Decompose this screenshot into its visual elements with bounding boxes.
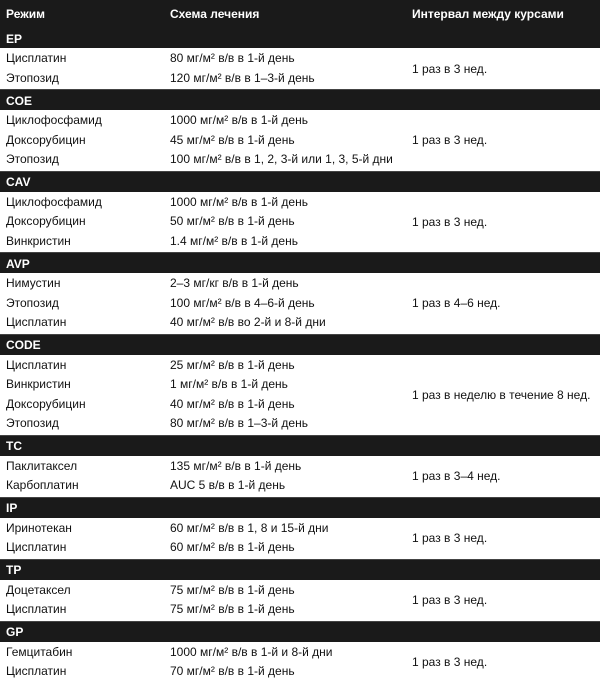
regimen-group [0, 518, 600, 560]
drug-dose: 1.4 мг/м² в/в в 1-й день [170, 233, 298, 248]
dose-column [170, 580, 410, 621]
drug-name: Этопозид [6, 295, 59, 310]
drug-name: Цисплатин [6, 357, 67, 372]
dose-column [170, 48, 410, 89]
header-scheme: Схема лечения [170, 7, 260, 21]
drug-column [0, 355, 170, 435]
drug-column [0, 273, 170, 334]
header-regimen: Режим [6, 7, 45, 21]
drug-dose: 75 мг/м² в/в в 1-й день [170, 602, 295, 616]
drug-column [0, 110, 170, 171]
table-header [0, 0, 600, 28]
drug-name: Циклофосфамид [6, 113, 102, 127]
course-interval: 1 раз в 3 нед. [412, 61, 488, 76]
table-body [0, 28, 600, 683]
drug-dose: 25 мг/м² в/в в 1-й день [170, 357, 295, 372]
drug-dose: 120 мг/м² в/в в 1–3-й день [170, 70, 315, 85]
drug-name: Цисплатин [6, 540, 67, 554]
drug-column [0, 518, 170, 559]
regimen-group [0, 110, 600, 172]
drug-dose: 40 мг/м² в/в в 1-й день [170, 396, 295, 411]
drug-dose: 100 мг/м² в/в в 4–6-й день [170, 295, 315, 310]
drug-dose: 1000 мг/м² в/в в 1-й день [170, 194, 308, 209]
drug-column [0, 580, 170, 621]
regimen-group [0, 48, 600, 90]
regimen-name: CODE [0, 335, 600, 355]
drug-name: Этопозид [6, 70, 59, 85]
drug-dose: 100 мг/м² в/в в 1, 2, 3-й или 1, 3, 5-й дни [170, 152, 393, 166]
drug-dose: 40 мг/м² в/в во 2-й и 8-й дни [170, 315, 326, 329]
drug-name: Цисплатин [6, 51, 67, 65]
regimen-group [0, 355, 600, 436]
drug-dose: 50 мг/м² в/в в 1-й день [170, 214, 295, 228]
dose-column [170, 192, 410, 253]
drug-name: Доксорубицин [6, 214, 86, 228]
regimen-name: COE [0, 90, 600, 110]
drug-dose: 1 мг/м² в/в в 1-й день [170, 377, 288, 391]
drug-name: Цисплатин [6, 315, 67, 329]
course-interval: 1 раз в 3–4 нед. [412, 469, 501, 483]
drug-name: Доцетаксел [6, 582, 71, 597]
drug-dose: 70 мг/м² в/в в 1-й день [170, 664, 295, 678]
drug-dose: 60 мг/м² в/в в 1, 8 и 15-й дни [170, 520, 329, 535]
regimen-name: AVP [0, 253, 600, 273]
regimen-name: TC [0, 436, 600, 456]
regimen-name: CAV [0, 172, 600, 192]
regimen-group [0, 456, 600, 498]
regimen-group [0, 192, 600, 254]
drug-dose: AUC 5 в/в в 1-й день [170, 478, 286, 492]
drug-name: Доксорубицин [6, 132, 86, 147]
drug-name: Иринотекан [6, 520, 72, 535]
course-interval: 1 раз в 3 нед. [412, 593, 488, 607]
drug-name: Цисплатин [6, 602, 67, 616]
drug-dose: 75 мг/м² в/в в 1-й день [170, 582, 295, 597]
drug-dose: 2–3 мг/кг в/в в 1-й день [170, 276, 299, 290]
course-interval: 1 раз в 3 нед. [412, 531, 488, 545]
course-interval: 1 раз в 3 нед. [412, 133, 488, 148]
dose-column [170, 273, 410, 334]
course-interval: 1 раз в 4–6 нед. [412, 296, 501, 311]
course-interval: 1 раз в 3 нед. [412, 214, 488, 229]
regimen-name: IP [0, 498, 600, 518]
regimen-name: EP [0, 28, 600, 48]
dose-column [170, 518, 410, 559]
regimen-name: GP [0, 622, 600, 642]
drug-dose: 60 мг/м² в/в в 1-й день [170, 540, 295, 554]
drug-name: Винкристин [6, 233, 71, 248]
regimen-group [0, 580, 600, 622]
dose-column [170, 355, 410, 435]
header-interval: Интервал между курсами [412, 7, 564, 21]
drug-column [0, 192, 170, 253]
drug-name: Нимустин [6, 276, 61, 290]
drug-column [0, 642, 170, 683]
drug-name: Гемцитабин [6, 644, 73, 659]
drug-name: Цисплатин [6, 664, 67, 678]
regimen-name: TP [0, 560, 600, 580]
drug-name: Этопозид [6, 152, 59, 166]
drug-dose: 80 мг/м² в/в в 1–3-й день [170, 416, 308, 430]
dose-column [170, 456, 410, 497]
dose-column [170, 642, 410, 683]
drug-name: Винкристин [6, 377, 71, 391]
drug-dose: 45 мг/м² в/в в 1-й день [170, 132, 295, 147]
drug-dose: 1000 мг/м² в/в в 1-й и 8-й дни [170, 644, 333, 659]
dose-column [170, 110, 410, 171]
drug-dose: 135 мг/м² в/в в 1-й день [170, 458, 302, 473]
drug-name: Циклофосфамид [6, 194, 102, 209]
drug-dose: 1000 мг/м² в/в в 1-й день [170, 113, 308, 127]
regimen-group [0, 642, 600, 683]
course-interval: 1 раз в 3 нед. [412, 655, 488, 669]
drug-name: Этопозид [6, 416, 59, 430]
drug-column [0, 48, 170, 89]
drug-name: Доксорубицин [6, 396, 86, 411]
drug-name: Паклитаксел [6, 458, 78, 473]
drug-column [0, 456, 170, 497]
course-interval: 1 раз в неделю в течение 8 нед. [412, 387, 591, 402]
drug-dose: 80 мг/м² в/в в 1-й день [170, 51, 295, 65]
drug-name: Карбоплатин [6, 478, 79, 492]
regimen-group [0, 273, 600, 335]
